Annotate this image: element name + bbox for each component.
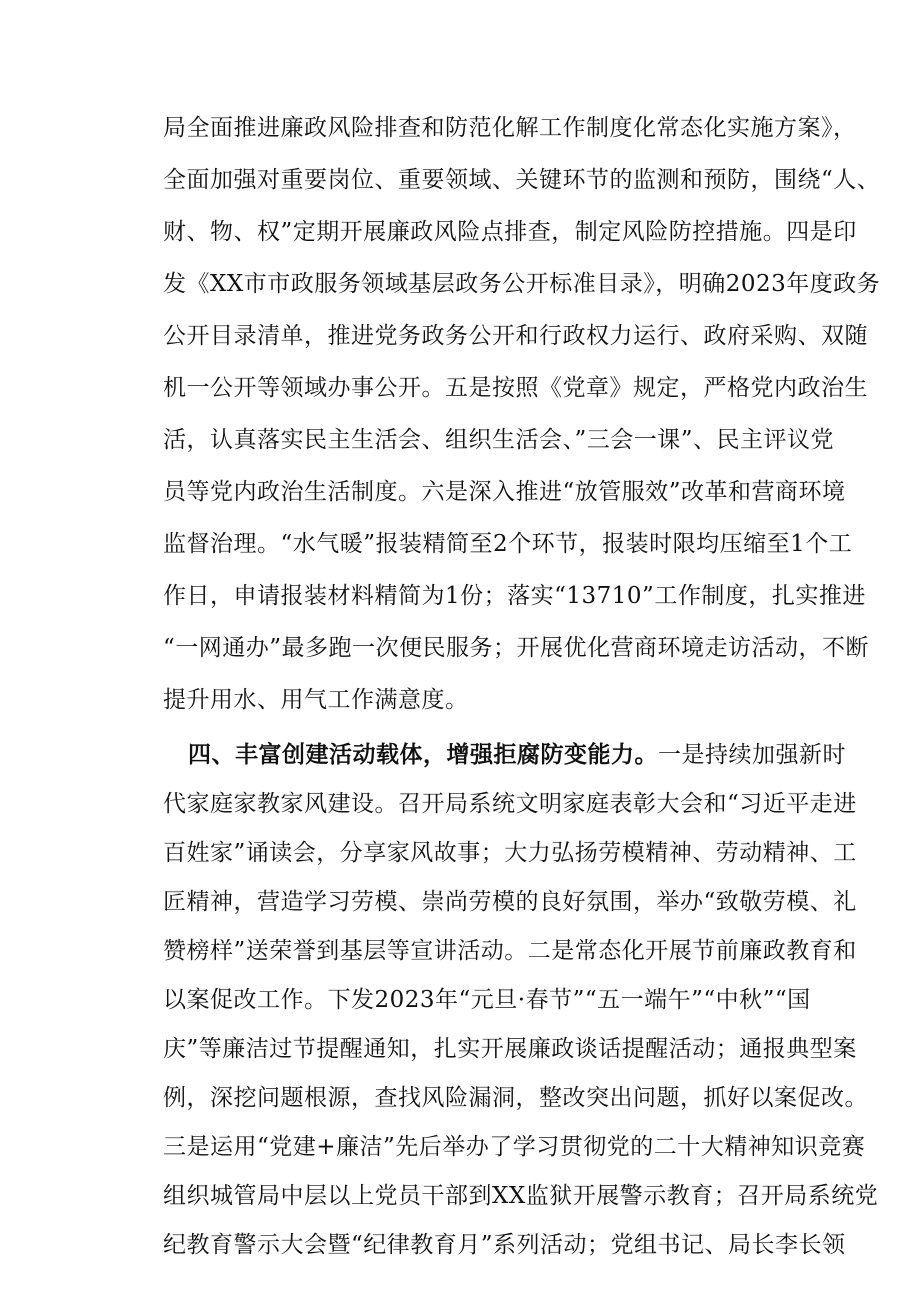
body-text-line: 三是运用“党建+廉洁”先后举办了学习贯彻党的二十大精神知识竞赛 <box>163 1134 866 1160</box>
body-text-line: 赞榜样”送荣誉到基层等宣讲活动。二是常态化开展节前廉政教育和 <box>163 938 857 964</box>
body-text-line: 代家庭家教家风建设。召开局系统文明家庭表彰大会和“习近平走进 <box>163 791 857 817</box>
body-text-line: 局全面推进廉政风险排查和防范化解工作制度化常态化实施方案》， <box>163 115 857 141</box>
body-text-line: 员等党内政治生活制度。六是深入推进“放管服效”改革和营商环境 <box>163 479 846 505</box>
body-text-line: 百姓家”诵读会，分享家风故事；大力弘扬劳模精神、劳动精神、工 <box>163 840 857 866</box>
body-text-line: 庆”等廉洁过节提醒通知，扎实开展廉政谈话提醒活动；通报典型案 <box>163 1036 857 1062</box>
body-text-run: 一是持续加强新时 <box>658 742 846 768</box>
body-text-line: 组织城管局中层以上党员干部到XX监狱开展警示教育；召开局系统党 <box>163 1183 879 1209</box>
body-text-line: 机一公开等领域办事公开。五是按照《党章》规定，严格党内政治生 <box>163 375 868 401</box>
section-heading: 四、丰富创建活动载体，增强拒腐防变能力。 <box>188 741 658 768</box>
body-text-line: 以案促改工作。下发2023年“元旦·春节”“五一端午”“中秋”“国 <box>163 987 811 1013</box>
body-text-line: “一网通办”最多跑一次便民服务；开展优化营商环境走访活动，不断 <box>163 635 870 661</box>
body-text-line: 匠精神，营造学习劳模、崇尚劳模的良好氛围，举办“致敬劳模、礼 <box>163 889 857 915</box>
body-text-line: 发《XX市市政服务领域基层政务公开标准目录》，明确2023年度政务 <box>163 271 881 297</box>
body-text-line: 作日，申请报装材料精简为1份；落实“13710”工作制度，扎实推进 <box>163 583 866 609</box>
body-text-line: 例，深挖问题根源，查找风险漏洞，整改突出问题，抓好以案促改。 <box>163 1085 868 1111</box>
body-text-line: 公开目录清单，推进党务政务公开和行政权力运行、政府采购、双随 <box>163 323 868 349</box>
body-text-line: 活，认真落实民主生活会、组织生活会、”三会一课”、民主评议党 <box>163 427 835 453</box>
body-text-line: 提升用水、用气工作满意度。 <box>163 687 469 713</box>
body-text-line: 纪教育警示大会暨“纪律教育月”系列活动；党组书记、局长李长领 <box>163 1232 846 1258</box>
body-text-line: 全面加强对重要岗位、重要领域、关键环节的监测和预防，围绕“人、 <box>163 167 881 193</box>
body-text-line: 监督治理。“水气暖”报装精简至2个环节，报装时限均压缩至1个工 <box>163 531 853 557</box>
body-text-line: 财、物、权”定期开展廉政风险点排查，制定风险防控措施。四是印 <box>163 219 857 245</box>
section-heading-line <box>188 740 846 770</box>
